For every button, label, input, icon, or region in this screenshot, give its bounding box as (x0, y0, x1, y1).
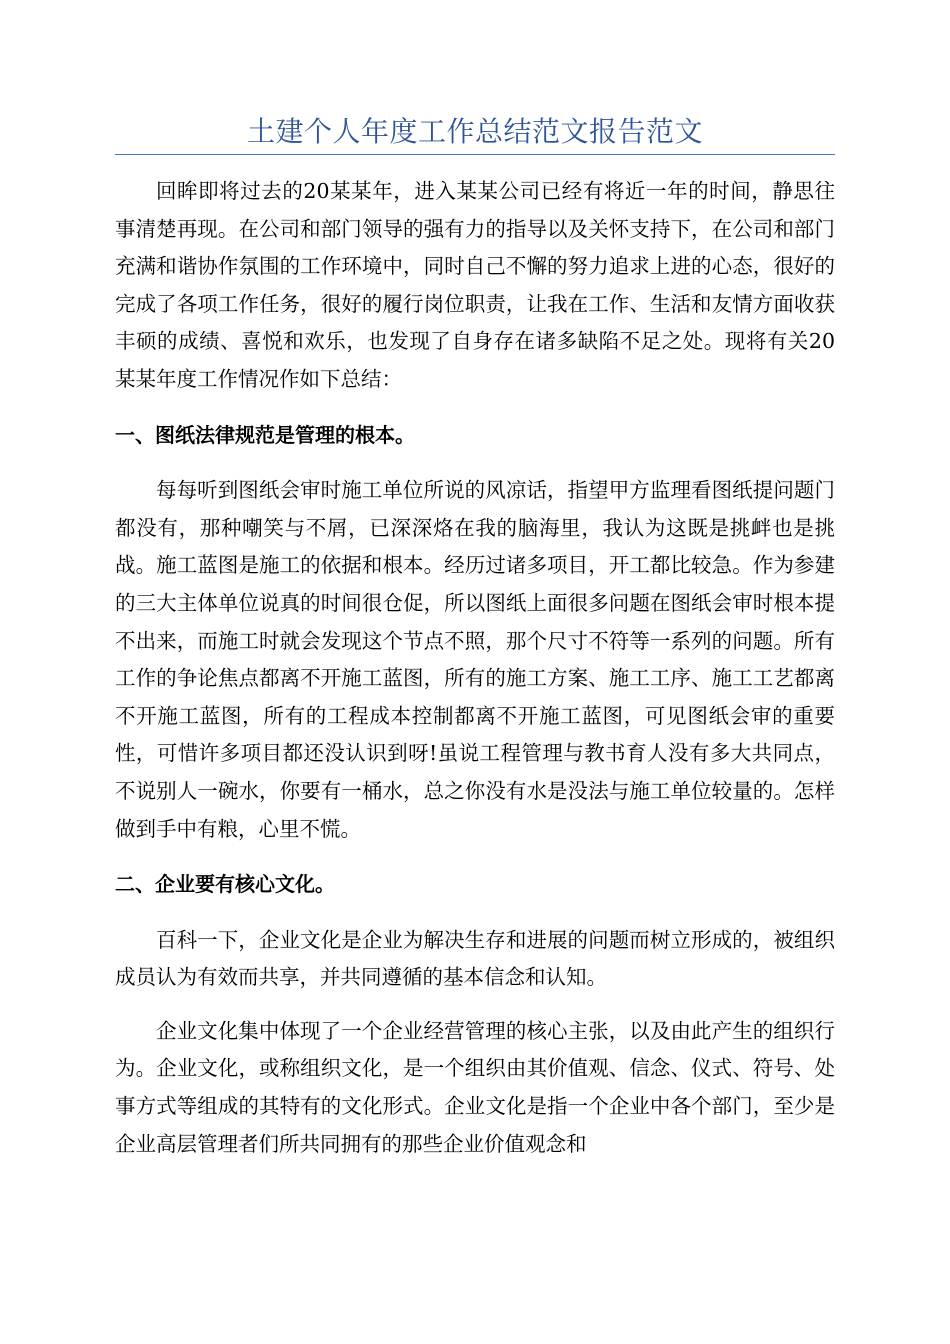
section-heading-2: 二、企业要有核心文化。 (115, 872, 335, 897)
section-heading-1: 一、图纸法律规范是管理的根本。 (115, 422, 415, 447)
section-1-paragraph: 每每听到图纸会审时施工单位所说的风凉话，指望甲方监理看图纸提问题门都没有，那种嘲笑与不屑，已深深烙在我的脑海里，我认为这既是挑衅也是挑战。施工蓝图是施工的依据和根本。经历过诸多项目，开工都比较急。作为参建的三大主体单位说真的时间很仓促，所以图纸上面很多问题在图纸会审时根本提不出来，而施工时就会发现这个节点不照，那个尺寸不符等一系列的问题。所有工作的争论焦点都离不开施工蓝图，所有的施工方案、施工工序、施工工艺都离不开施工蓝图，所有的工程成本控制都离不开施工蓝图，可见图纸会审的重要性，可惜许多项目都还没认识到呀!虽说工程管理与教书育人没有多大共同点，不说别人一碗水，你要有一桶水，总之你没有水是没法与施工单位较量的。怎样做到手中有粮，心里不慌。 (115, 478, 835, 841)
section-2-paragraph-2: 企业文化集中体现了一个企业经营管理的核心主张，以及由此产生的组织行为。企业文化，或称组织文化，是一个组织由其价值观、信念、仪式、符号、处事方式等组成的其特有的文化形式。企业文化是指一个企业中各个部门，至少是企业高层管理者们所共同拥有的那些企业价值观念和 (115, 1018, 835, 1156)
title-underline (115, 154, 835, 155)
page-title: 土建个人年度工作总结范文报告范文 (246, 115, 703, 148)
document-body (115, 173, 835, 1163)
intro-paragraph: 回眸即将过去的20某某年，进入某某公司已经有将近一年的时间，静思往事清楚再现。在公司和部门领导的强有力的指导以及关怀支持下，在公司和部门充满和谐协作氛围的工作环境中，同时自己不懈的努力追求上进的心态，很好的完成了各项工作任务，很好的履行岗位职责，让我在工作、生活和友情方面收获丰硕的成绩、喜悦和欢乐，也发现了自身存在诸多缺陷不足之处。现将有关20某某年度工作情况作如下总结： (115, 179, 835, 391)
section-2-paragraph-1: 百科一下，企业文化是企业为解决生存和进展的问题而树立形成的，被组织成员认为有效而共享，并共同遵循的基本信念和认知。 (115, 927, 835, 990)
